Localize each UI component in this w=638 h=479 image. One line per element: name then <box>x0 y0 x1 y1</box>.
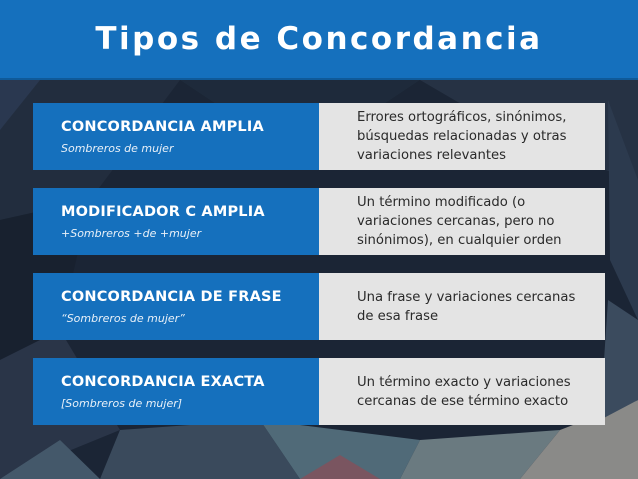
page-title: Tipos de Concordancia <box>95 21 543 57</box>
match-type-example: [Sombreros de mujer] <box>61 396 183 410</box>
match-type-name: CONCORDANCIA DE FRASE <box>61 288 282 305</box>
match-type-description-panel <box>319 188 605 255</box>
match-type-description-panel <box>319 358 605 425</box>
match-type-example: +Sombreros +de +mujer <box>61 226 202 240</box>
match-type-description-panel <box>319 103 605 170</box>
match-type-name: CONCORDANCIA EXACTA <box>61 373 265 390</box>
match-type-row-broad <box>33 103 605 170</box>
match-type-description-panel <box>319 273 605 340</box>
title-bar <box>0 0 638 80</box>
match-type-row-exact <box>33 358 605 425</box>
match-type-row-modified-broad <box>33 188 605 255</box>
match-type-row-phrase <box>33 273 605 340</box>
match-type-label-panel <box>33 103 319 170</box>
match-type-description: Un término modificado (o variaciones cercanas, pero no sinónimos), en cualquier orden <box>357 195 562 248</box>
match-type-description: Un término exacto y variaciones cercanas de ese término exacto <box>357 374 571 409</box>
match-type-label-panel <box>33 273 319 340</box>
match-type-name: CONCORDANCIA AMPLIA <box>61 118 264 135</box>
match-type-example: “Sombreros de mujer” <box>61 311 185 325</box>
match-type-example: Sombreros de mujer <box>61 141 174 155</box>
match-type-label-panel <box>33 358 319 425</box>
match-type-name: MODIFICADOR C AMPLIA <box>61 203 265 220</box>
match-type-label-panel <box>33 188 319 255</box>
match-type-description: Una frase y variaciones cercanas de esa frase <box>357 289 576 324</box>
match-type-description: Errores ortográficos, sinónimos, búsquedas relacionadas y otras variaciones relevantes <box>357 110 567 163</box>
